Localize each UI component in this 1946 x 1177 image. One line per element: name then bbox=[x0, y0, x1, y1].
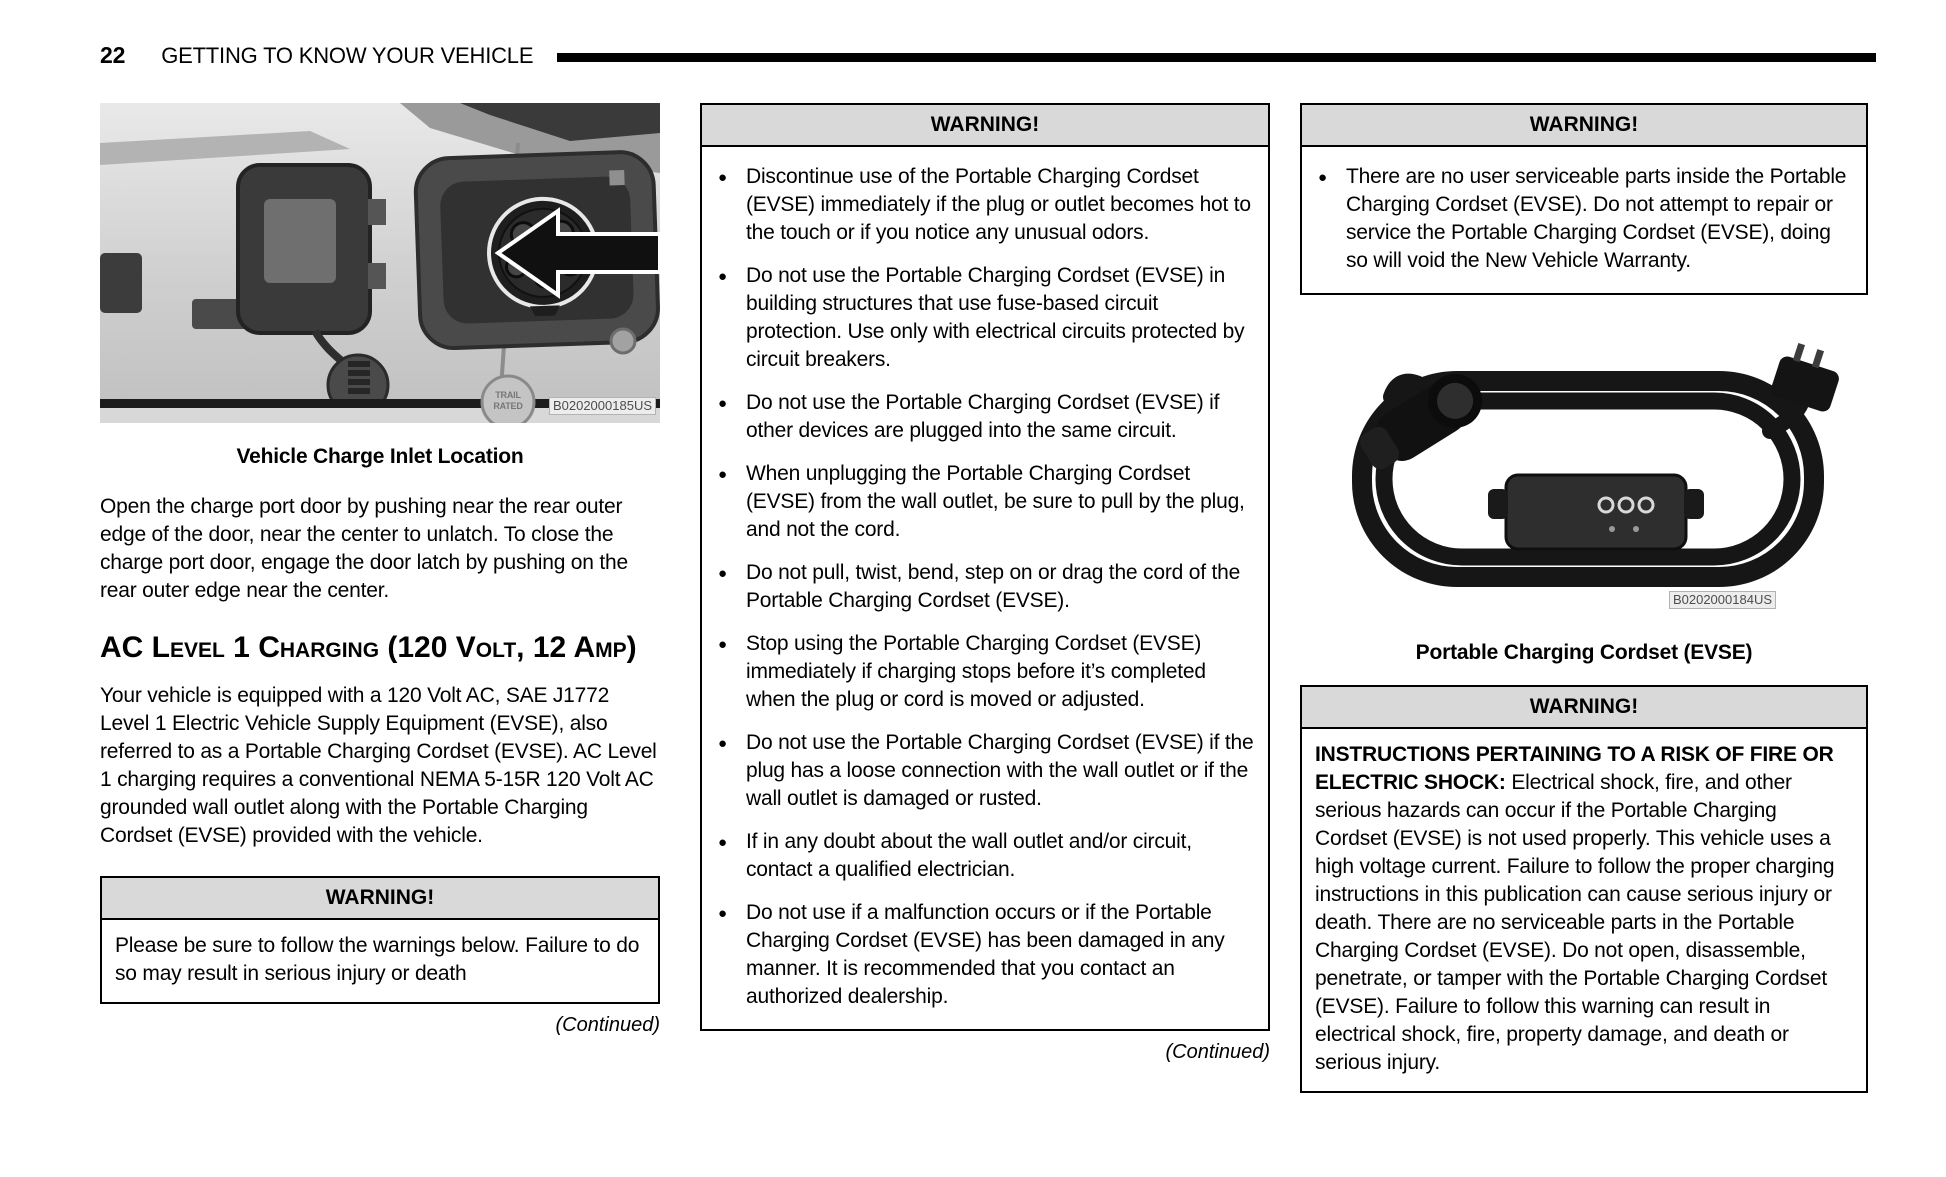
header-rule bbox=[557, 53, 1876, 62]
cordset-figure bbox=[1300, 319, 1868, 619]
vent-shape bbox=[100, 253, 142, 313]
chapter-title: GETTING TO KNOW YOUR VEHICLE bbox=[161, 42, 534, 68]
warning-list bbox=[1302, 147, 1866, 293]
warning-item: ● Stop using the Portable Charging Cordset (EVSE) immediately if charging stops before it’s completed when the plug or cord is moved or adjusted. bbox=[714, 630, 1254, 714]
warning-box-left bbox=[100, 876, 660, 1004]
right-column bbox=[1300, 103, 1868, 1093]
warning-title: WARNING! bbox=[102, 878, 658, 920]
charge-inlet-photo bbox=[100, 103, 660, 423]
figure-caption: Portable Charging Cordset (EVSE) bbox=[1415, 641, 1753, 664]
warning-item: ● Do not use the Portable Charging Cordset (EVSE) if the plug has a loose connection with the wall outlet or if the wall outlet is damaged or rusted. bbox=[714, 729, 1254, 813]
intro-paragraph: Open the charge port door by pushing near the rear outer edge of the door, near the center to unlatch. To close the charge port door, engage the door latch by pushing on the rear outer edge near the center. bbox=[100, 495, 628, 602]
warning-lead: INSTRUCTIONS PERTAINING TO A RISK OF FIRE OR ELECTRIC SHOCK: bbox=[1315, 743, 1834, 794]
left-column bbox=[100, 103, 660, 1037]
warning-item: ● Do not use the Portable Charging Cordset (EVSE) in building structures that use fuse-based circuit protection. Use only with electrical circuits protected by circuit breakers. bbox=[714, 262, 1254, 374]
section-heading: AC Level 1 Charging (120 Volt, 12 Amp) bbox=[100, 631, 637, 664]
warning-text bbox=[1315, 741, 1853, 1077]
warning-item: ● When unplugging the Portable Charging Cordset (EVSE) from the wall outlet, be sure to pull by the plug, and not the cord. bbox=[714, 460, 1254, 544]
warning-item: ● If in any doubt about the wall outlet and/or circuit, contact a qualified electrician. bbox=[714, 828, 1254, 884]
warning-box-right-bottom bbox=[1300, 685, 1868, 1093]
bolt-shape bbox=[611, 329, 635, 353]
page-header bbox=[100, 42, 1876, 69]
warning-body: Electrical shock, fire, and other serious hazards can occur if the Portable Charging Cordset (EVSE) is not used properly. This vehicle uses a high voltage current. Failure to follow the proper charging instructions in this publication can cause serious injury or death. There are no serviceable parts in the Portable Charging Cordset (EVSE). Do not open, disassemble, penetrate, or tamper with the Portable Charging Cordset (EVSE). Failure to follow this warning can result in electrical shock, fire, property damage, and death or serious injury. bbox=[1315, 771, 1835, 1074]
warning-item: ● Discontinue use of the Portable Charging Cordset (EVSE) immediately if the plug or outlet becomes hot to the touch or if you notice any unusual odors. bbox=[714, 163, 1254, 247]
continued-label: (Continued) bbox=[555, 1014, 660, 1036]
svg-text:RATED: RATED bbox=[493, 401, 523, 411]
figure-watermark: B0202000184US bbox=[1669, 591, 1776, 609]
charge-inlet-figure bbox=[100, 103, 660, 423]
warning-item: ● Do not pull, twist, bend, step on or drag the cord of the Portable Charging Cordset (EVSE). bbox=[714, 559, 1254, 615]
figure-caption: Vehicle Charge Inlet Location bbox=[236, 445, 524, 468]
warning-title: WARNING! bbox=[702, 105, 1268, 147]
warning-box-middle bbox=[700, 103, 1270, 1031]
trail-rated-badge bbox=[482, 376, 534, 423]
continued-label: (Continued) bbox=[1165, 1041, 1270, 1063]
warning-text: Please be sure to follow the warnings below. Failure to do so may result in serious injury or death bbox=[115, 934, 640, 985]
warning-box-right-top bbox=[1300, 103, 1868, 295]
page-number: 22 bbox=[100, 42, 126, 68]
charge-port-door bbox=[238, 165, 386, 333]
figure-watermark: B0202000185US bbox=[549, 397, 656, 415]
warning-item: ● Do not use the Portable Charging Cordset (EVSE) if other devices are plugged into the same circuit. bbox=[714, 389, 1254, 445]
warning-title: WARNING! bbox=[1302, 105, 1866, 147]
control-box bbox=[1488, 475, 1704, 549]
middle-column bbox=[700, 103, 1270, 1064]
warning-item: ● Do not use if a malfunction occurs or if the Portable Charging Cordset (EVSE) has been damaged in any manner. It is recommended that you contact an authorized dealership. bbox=[714, 899, 1254, 1011]
warning-item: ● There are no user serviceable parts inside the Portable Charging Cordset (EVSE). Do not attempt to repair or service the Portable Charging Cordset (EVSE), doing so will void the New Vehicle Warranty. bbox=[1314, 163, 1852, 275]
cordset-photo bbox=[1300, 319, 1868, 619]
warning-list bbox=[702, 147, 1268, 1029]
svg-text:TRAIL: TRAIL bbox=[495, 390, 521, 400]
body-paragraph: Your vehicle is equipped with a 120 Volt AC, SAE J1772 Level 1 Electric Vehicle Supply Equipment (EVSE), also referred to as a Portable Charging Cordset (EVSE). AC Level 1 charging requires a conventional NEMA 5-15R 120 Volt AC grounded wall outlet along with the Portable Charging Cordset (EVSE) provided with the vehicle. bbox=[100, 684, 657, 847]
warning-title: WARNING! bbox=[1302, 687, 1866, 729]
